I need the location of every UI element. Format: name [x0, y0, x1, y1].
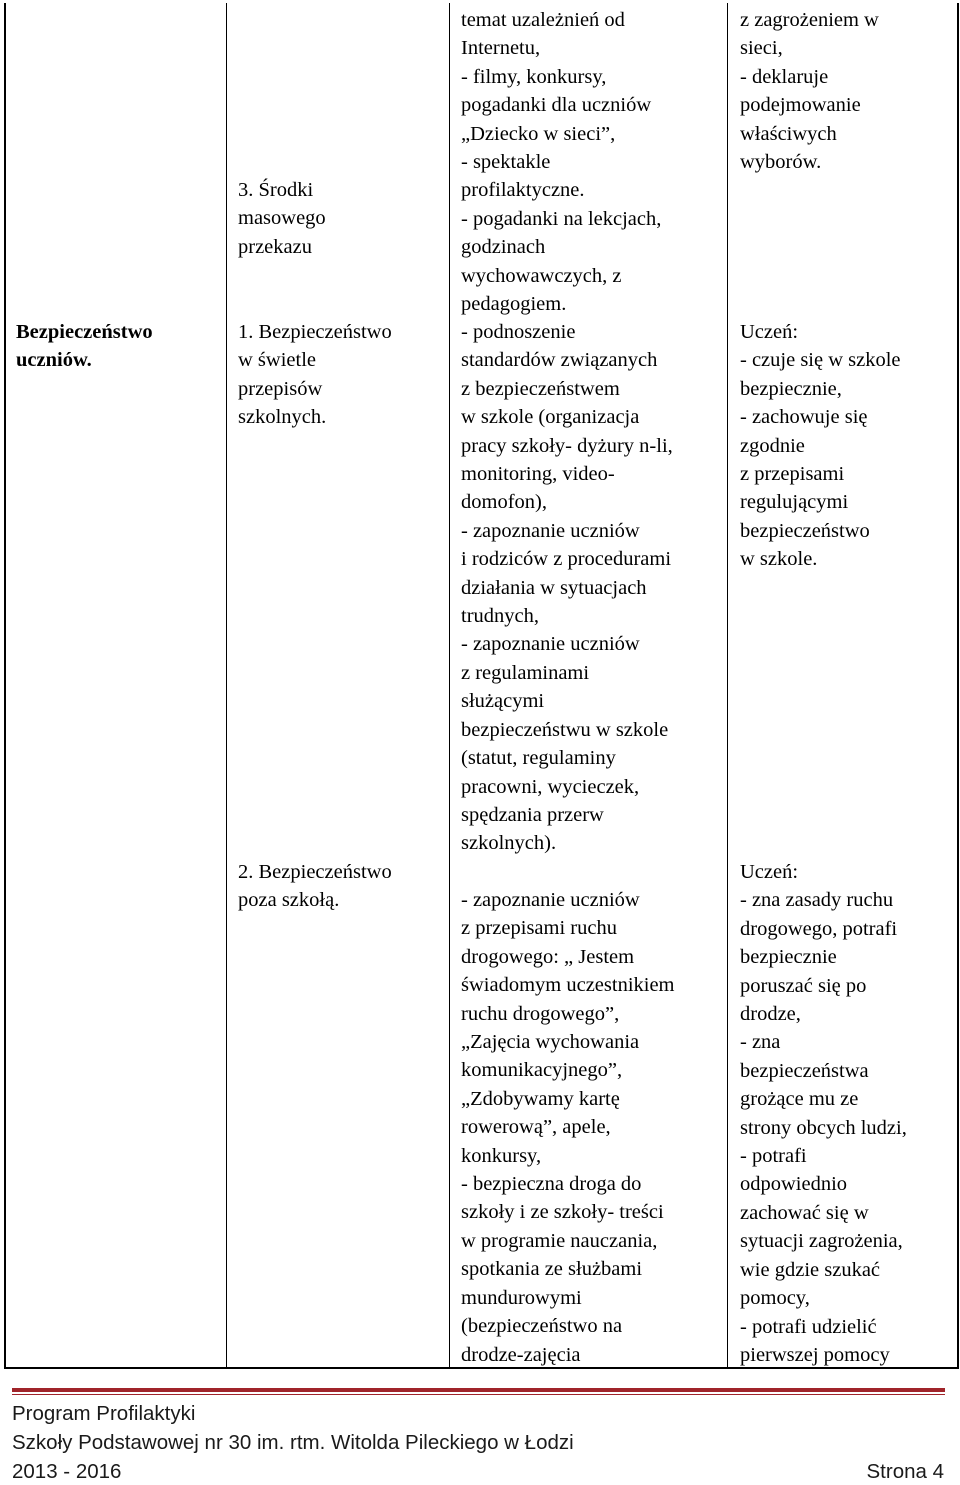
outcomes-school-safety: Uczeń: - czuje się w szkole bezpiecznie, - zachowuje się zgodnie z przepisami regulującymi bezpieczeństwo w szkole. — [740, 321, 901, 571]
footer-rule — [12, 1388, 945, 1392]
table-border-right — [957, 3, 959, 1369]
section-title: Bezpieczeństwo uczniów. — [16, 321, 153, 372]
table-column-divider-2 — [449, 3, 450, 1369]
table-column-divider-1 — [226, 3, 227, 1369]
footer-rule-thin — [12, 1394, 945, 1395]
activities-school-safety: - podnoszenie standardów związanych z bezpieczeństwem w szkole (organizacja pracy szkoły- dyżury n-li, monitoring, video- domofon), - zapoznanie uczniów i rodziców z procedurami działania w sytuacjach trudnych, - zapoznanie uczniów z regulaminami służącymi bezpieczeństwu w szkole (statut, regulaminy pracowni, wycieczek, spędzania przerw szkolnych). — [461, 321, 673, 855]
footer-years: 2013 - 2016 — [12, 1460, 122, 1483]
footer-page-number: Strona 4 — [866, 1460, 944, 1483]
table-column-divider-3 — [727, 3, 728, 1369]
outcomes-road-safety: Uczeń: - zna zasady ruchu drogowego, potrafi bezpiecznie poruszać się po drodze, - zna bezpieczeństwa grożące mu ze strony obcych ludzi, - potrafi odpowiednio zachować się w sytuacji zagrożenia, wie gdzie szukać pomocy, - potrafi udzielić pierwszej pomocy — [740, 861, 907, 1366]
topic-outside-school: 2. Bezpieczeństwo poza szkołą. — [238, 861, 392, 912]
footer-program-title: Program Profilaktyki — [12, 1402, 196, 1425]
footer-school-name: Szkoły Podstawowej nr 30 im. rtm. Witolda Pileckiego w Łodzi — [12, 1431, 574, 1454]
topic-school-rules: 1. Bezpieczeństwo w świetle przepisów szkolnych. — [238, 321, 392, 429]
activities-road-safety: - zapoznanie uczniów z przepisami ruchu drogowego: „ Jestem świadomym uczestnikiem ruchu drogowego”, „Zajęcia wychowania komunikacyjnego”, „Zdobywamy kartę rowerową”, apele, konkursy, - bezpieczna droga do szkoły i ze szkoły- treści w programie nauczania, spotkania ze służbami mundurowymi (bezpieczeństwo na drodze-zajęcia — [461, 889, 675, 1366]
activities-mass-media: temat uzależnień od Internetu, - filmy, konkursy, pogadanki dla uczniów „Dziecko w sieci”, - spektakle profilaktyczne. - pogadanki na lekcjach, godzinach wychowawczych, z pedagogiem. — [461, 9, 662, 316]
topic-mass-media: 3. Środki masowego przekazu — [238, 179, 326, 258]
outcomes-mass-media: z zagrożeniem w sieci, - deklaruje podejmowanie właściwych wyborów. — [740, 9, 879, 174]
table-border-left — [4, 3, 6, 1369]
